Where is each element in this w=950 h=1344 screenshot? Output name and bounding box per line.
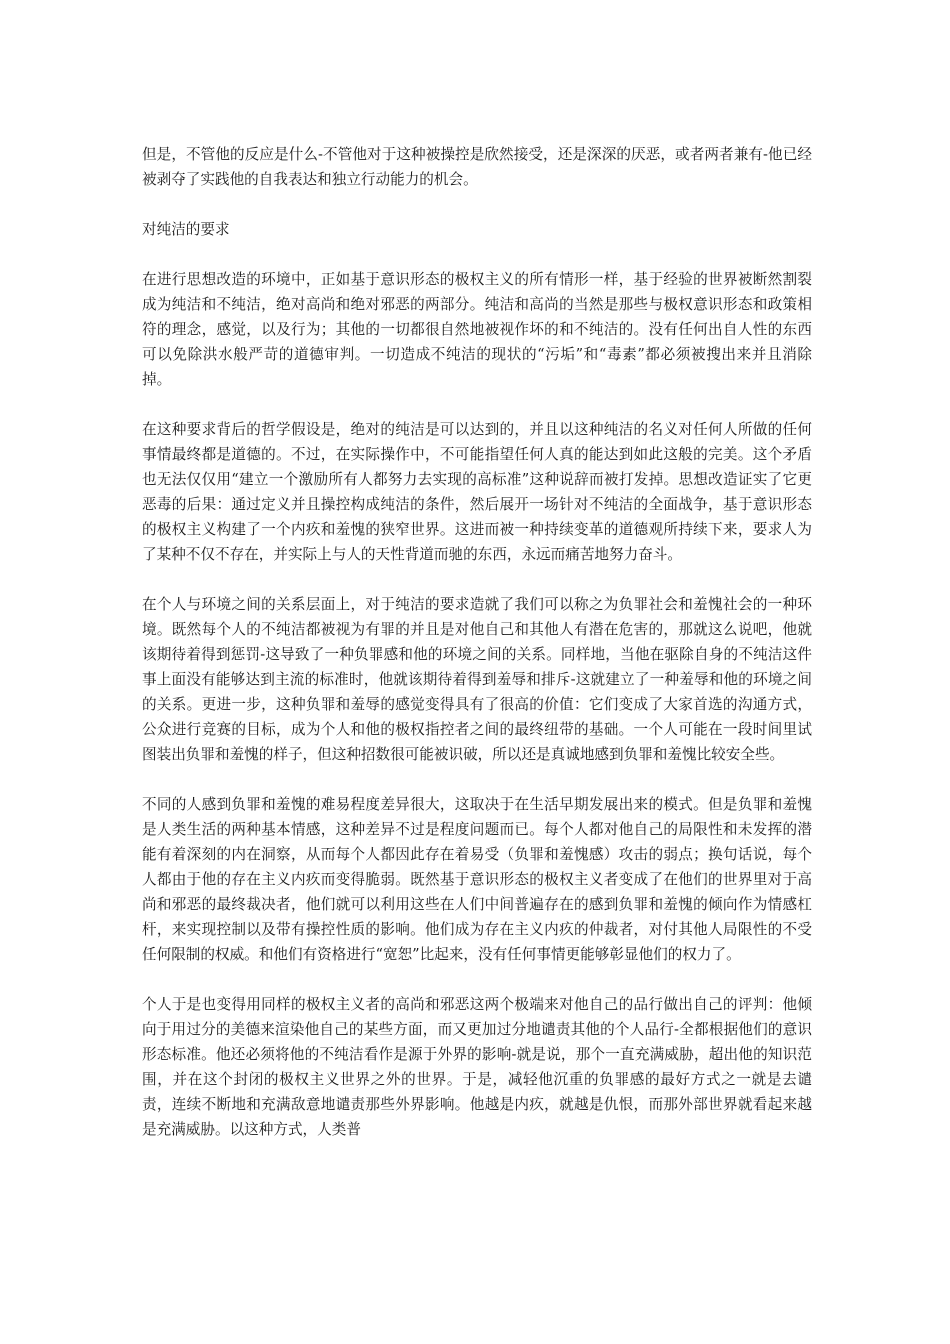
document-body <box>142 142 812 1167</box>
paragraph-intro: 但是，不管他的反应是什么-不管他对于这种被操控是欣然接受，还是深深的厌恶，或者两者兼有-他已经被剥夺了实践他的自我表达和独立行动能力的机会。 <box>142 146 812 188</box>
section-heading: 对纯洁的要求 <box>142 221 230 238</box>
paragraph-guilt-shame-society: 在个人与环境之间的关系层面上，对于纯洁的要求造就了我们可以称之为负罪社会和羞愧社会的一种环境。既然每个人的不纯洁都被视为有罪的并且是对他自己和其他人有潜在危害的，那就这么说吧，他就该期待着得到惩罚-这导致了一种负罪感和他的环境之间的关系。同样地，当他在驱除自身的不纯洁这件事上面没有能够达到主流的标准时，他就该期待着得到羞辱和排斥-这就建立了一种羞辱和他的环境之间的关系。更进一步，这种负罪和羞辱的感觉变得具有了很高的价值：它们变成了大家首选的沟通方式，公众进行竞赛的目标，成为个人和他的极权指控者之间的最终纽带的基础。一个人可能在一段时间里试图装出负罪和羞愧的样子，但这种招数很可能被识破，所以还是真诚地感到负罪和羞愧比较安全些。 <box>142 596 812 763</box>
paragraph-existential-guilt: 不同的人感到负罪和羞愧的难易程度差异很大，这取决于在生活早期发展出来的模式。但是负罪和羞愧是人类生活的两种基本情感，这种差异不过是程度问题而已。每个人都对他自己的局限性和未发挥的潜能有着深刻的内在洞察，从而每个人都因此存在着易受（负罪和羞愧感）攻击的弱点；换句话说，每个人都由于他的存在主义内疚而变得脆弱。既然基于意识形态的极权主义者变成了在他们的世界里对于高尚和邪恶的最终裁决者，他们就可以利用这些在人们中间普遍存在的感到负罪和羞愧的倾向作为情感杠杆，来实现控制以及带有操控性质的影响。他们成为存在主义内疚的仲裁者，对付其他人局限性的不受任何限制的权威。和他们有资格进行“宽恕”比起来，没有任何事情更能够彰显他们的权力了。 <box>142 796 812 963</box>
paragraph-purity-environment: 在进行思想改造的环境中，正如基于意识形态的极权主义的所有情形一样，基于经验的世界被断然割裂成为纯洁和不纯洁，绝对高尚和绝对邪恶的两部分。纯洁和高尚的当然是那些与极权意识形态和政策相符的理念，感觉，以及行为；其他的一切都很自然地被视作坏的和不纯洁的。没有任何出自人性的东西可以免除洪水般严苛的道德审判。一切造成不纯洁的现状的“污垢”和“毒素”都必须被搜出来并且消除掉。 <box>142 271 812 388</box>
paragraph-self-judgment: 个人于是也变得用同样的极权主义者的高尚和邪恶这两个极端来对他自己的品行做出自己的评判：他倾向于用过分的美德来渲染他自己的某些方面，而又更加过分地谴责其他的个人品行-全都根据他们的意识形态标准。他还必须将他的不纯洁看作是源于外界的影响-就是说，那个一直充满威胁，超出他的知识范围，并在这个封闭的极权主义世界之外的世界。于是，减轻他沉重的负罪感的最好方式之一就是去谴责，连续不断地和充满敌意地谴责那些外界影响。他越是内疚，就越是仇恨，而那外部世界就看起来越是充满威胁。以这种方式，人类普 <box>142 996 812 1138</box>
paragraph-philosophical-assumption: 在这种要求背后的哲学假设是，绝对的纯洁是可以达到的，并且以这种纯洁的名义对任何人所做的任何事情最终都是道德的。不过，在实际操作中，不可能指望任何人真的能达到如此这般的完美。这个矛盾也无法仅仅用“建立一个激励所有人都努力去实现的高标准”这种说辞而被打发掉。思想改造证实了它更恶毒的后果：通过定义并且操控构成纯洁的条件，然后展开一场针对不纯洁的全面战争，基于意识形态的极权主义构建了一个内疚和羞愧的狭窄世界。这进而被一种持续变革的道德观所持续下来，要求人为了某种不仅不存在，并实际上与人的天性背道而驰的东西，永远而痛苦地努力奋斗。 <box>142 421 812 563</box>
